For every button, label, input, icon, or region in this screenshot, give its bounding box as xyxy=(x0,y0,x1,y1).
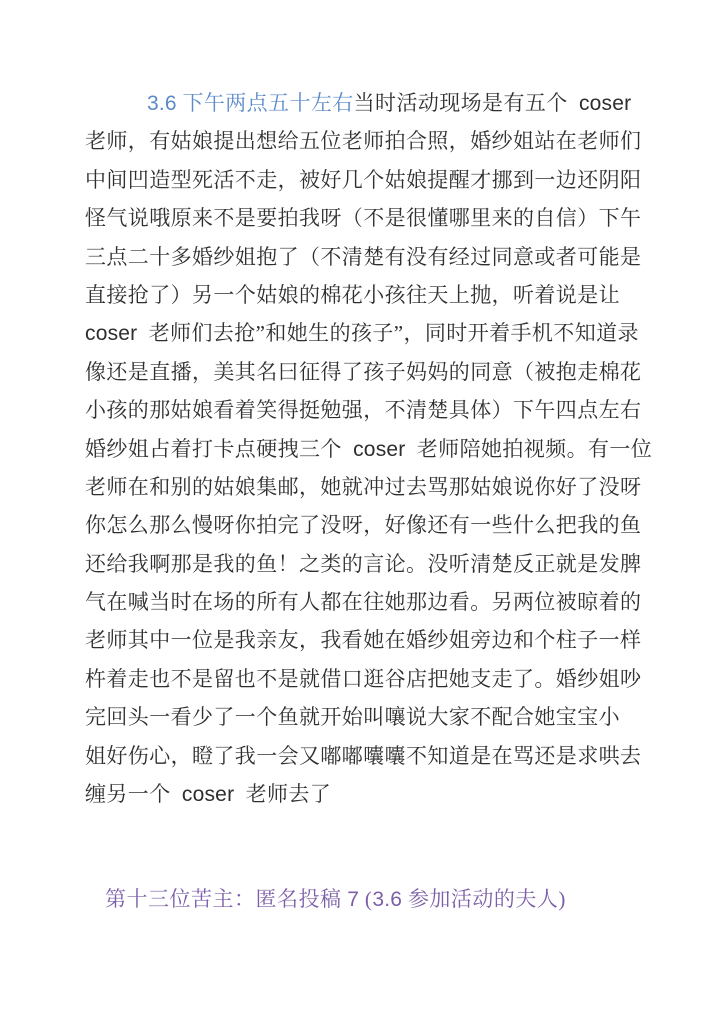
text-line: 3.6 下午两点五十左右当时活动现场是有五个 coser xyxy=(147,91,632,115)
text-line: 缠另一个 coser 老师去了 xyxy=(85,782,332,807)
text-line: 老师其中一位是我亲友，我看她在婚纱姐旁边和个柱子一样 xyxy=(85,628,642,653)
text-line: 姐好伤心，瞪了我一会又嘟嘟囔囔不知道是在骂还是求哄去 xyxy=(85,743,642,768)
text-line: coser 老师们去抢”和她生的孩子”，同时开着手机不知道录 xyxy=(85,321,639,346)
latin-word: 7 xyxy=(347,888,360,911)
text-line: 小孩的那姑娘看着笑得挺勉强，不清楚具体）下午四点左右 xyxy=(85,398,642,423)
latin-word: coser xyxy=(181,783,235,807)
latin-word: coser xyxy=(578,92,632,115)
text-line: 直接抢了）另一个姑娘的棉花小孩往天上抛，听着说是让 xyxy=(85,282,620,307)
latin-word: coser xyxy=(353,437,406,461)
text-line: 中间凹造型死活不走，被好几个姑娘提醒才挪到一边还阴阳 xyxy=(85,167,642,192)
date-highlight: 3.6 下午两点五十左右 xyxy=(147,91,354,115)
text-line: 像还是直播，美其名曰征得了孩子妈妈的同意（被抱走棉花 xyxy=(85,359,642,384)
text-line: 怪气说哦原来不是要拍我呀（不是很懂哪里来的自信）下午 xyxy=(85,206,642,231)
text-line: 完回头一看少了一个鱼就开始叫嚷说大家不配合她宝宝小 xyxy=(85,705,620,730)
text-line: 杵着走也不是留也不是就借口逛谷店把她支走了。婚纱姐吵 xyxy=(85,666,642,691)
text-line: 三点二十多婚纱姐抱了（不清楚有没有经过同意或者可能是 xyxy=(85,244,642,269)
footer-attribution: 第十三位苦主：匿名投稿 7 (3.6 参加活动的夫人) xyxy=(105,887,566,911)
text-line: 婚纱姐占着打卡点硬拽三个 coser 老师陪她拍视频。有一位 xyxy=(85,436,653,461)
latin-word: 3.6 xyxy=(372,888,403,911)
text-line: 气在喊当时在场的所有人都在往她那边看。另两位被晾着的 xyxy=(85,590,642,615)
text-line: 还给我啊那是我的鱼！之类的言论。没听清楚反正就是发脾 xyxy=(85,551,642,576)
text-line: 老师在和别的姑娘集邮，她就冲过去骂那姑娘说你好了没呀 xyxy=(85,474,642,499)
text-line: 你怎么那么慢呀你拍完了没呀，好像还有一些什么把我的鱼 xyxy=(85,513,642,538)
story-paragraph xyxy=(85,84,653,813)
latin-word: coser xyxy=(85,322,138,346)
text-line: 老师，有姑娘提出想给五位老师拍合照，婚纱姐站在老师们 xyxy=(85,129,642,154)
latin-word: 3.6 xyxy=(147,92,177,115)
